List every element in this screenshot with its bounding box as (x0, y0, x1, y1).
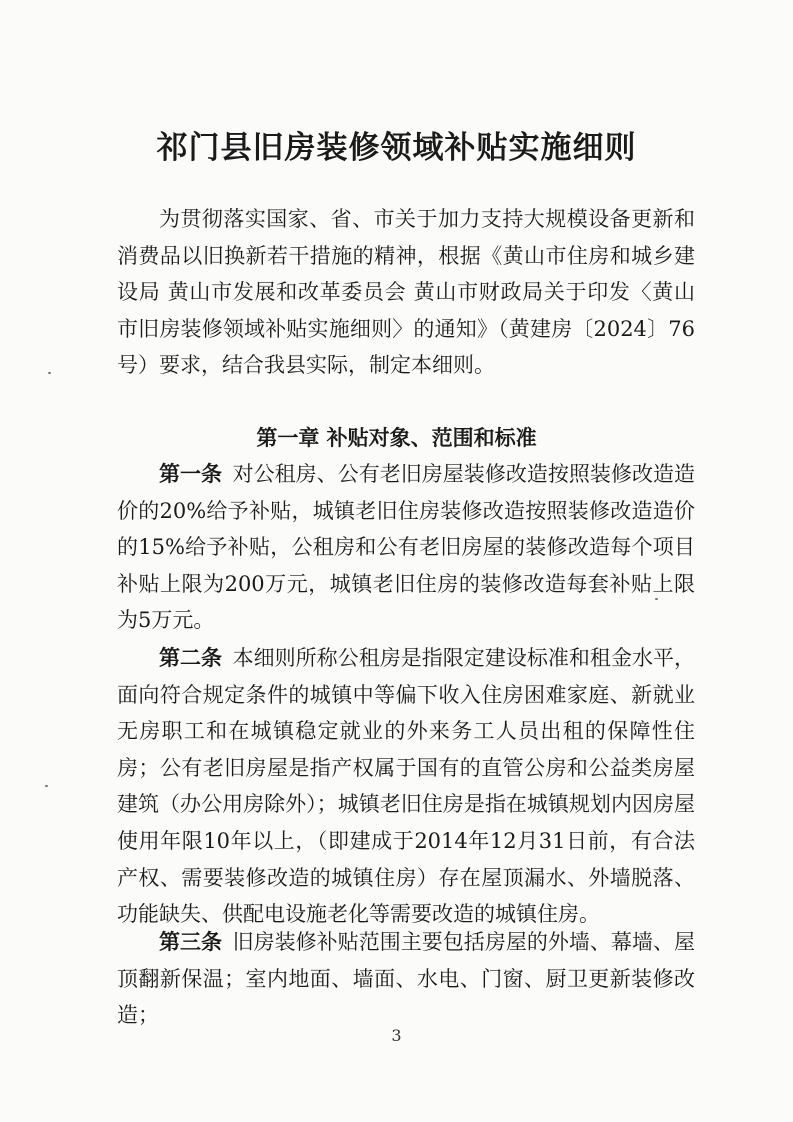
scan-speck (48, 372, 51, 374)
document-title: 祁门县旧房装修领域补贴实施细则 (156, 130, 637, 166)
article-3-label: 第三条 (159, 930, 223, 954)
scan-speck (655, 598, 658, 600)
article-3-paragraph (117, 924, 695, 1034)
page-number: 3 (391, 1026, 402, 1045)
intro-paragraph: 为贯彻落实国家、省、市关于加力支持大规模设备更新和消费品以旧换新若干措施的精神，根据《黄山市住房和城乡建设局 黄山市发展和改革委员会 黄山市财政局关于印发〈黄山市旧房装修领域补贴实施细则〉的通知》（黄建房〔2024〕76号）要求，结合我县实际，制定本细则。 (117, 207, 695, 378)
scan-speck (45, 785, 48, 787)
article-1-label: 第一条 (159, 462, 223, 486)
chapter-heading: 第一章 补贴对象、范围和标准 (256, 426, 537, 450)
article-2-text: 本细则所称公租房是指限定建设标准和租金水平，面向符合规定条件的城镇中等偏下收入住房困难家庭、新就业无房职工和在城镇稳定就业的外来务工人员出租的保障性住房；公有老旧房屋是指产权属于国有的直管公房和公益类房屋建筑（办公用房除外）；城镇老旧住房是指在城镇规划内因房屋使用年限10年以上，（即建成于2014年12月31日前，有合法产权、需要装修改造的城镇住房）存在屋顶漏水、外墙脱落、功能缺失、供配电设施老化等需要改造的城镇住房。 (117, 646, 696, 927)
article-2-paragraph (117, 640, 695, 933)
article-1-text: 对公租房、公有老旧房屋装修改造按照装修改造造价的20%给予补贴，城镇老旧住房装修改造按照装修改造造价的15%给予补贴，公租房和公有老旧房屋的装修改造每个项目补贴上限为200万元，城镇老旧住房的装修改造每套补贴上限为5万元。 (117, 462, 696, 633)
article-2-label: 第二条 (159, 646, 223, 670)
article-1-paragraph (117, 456, 695, 639)
article-3-text: 旧房装修补贴范围主要包括房屋的外墙、幕墙、屋顶翻新保温；室内地面、墙面、水电、门窗、厨卫更新装修改造； (117, 930, 696, 1028)
